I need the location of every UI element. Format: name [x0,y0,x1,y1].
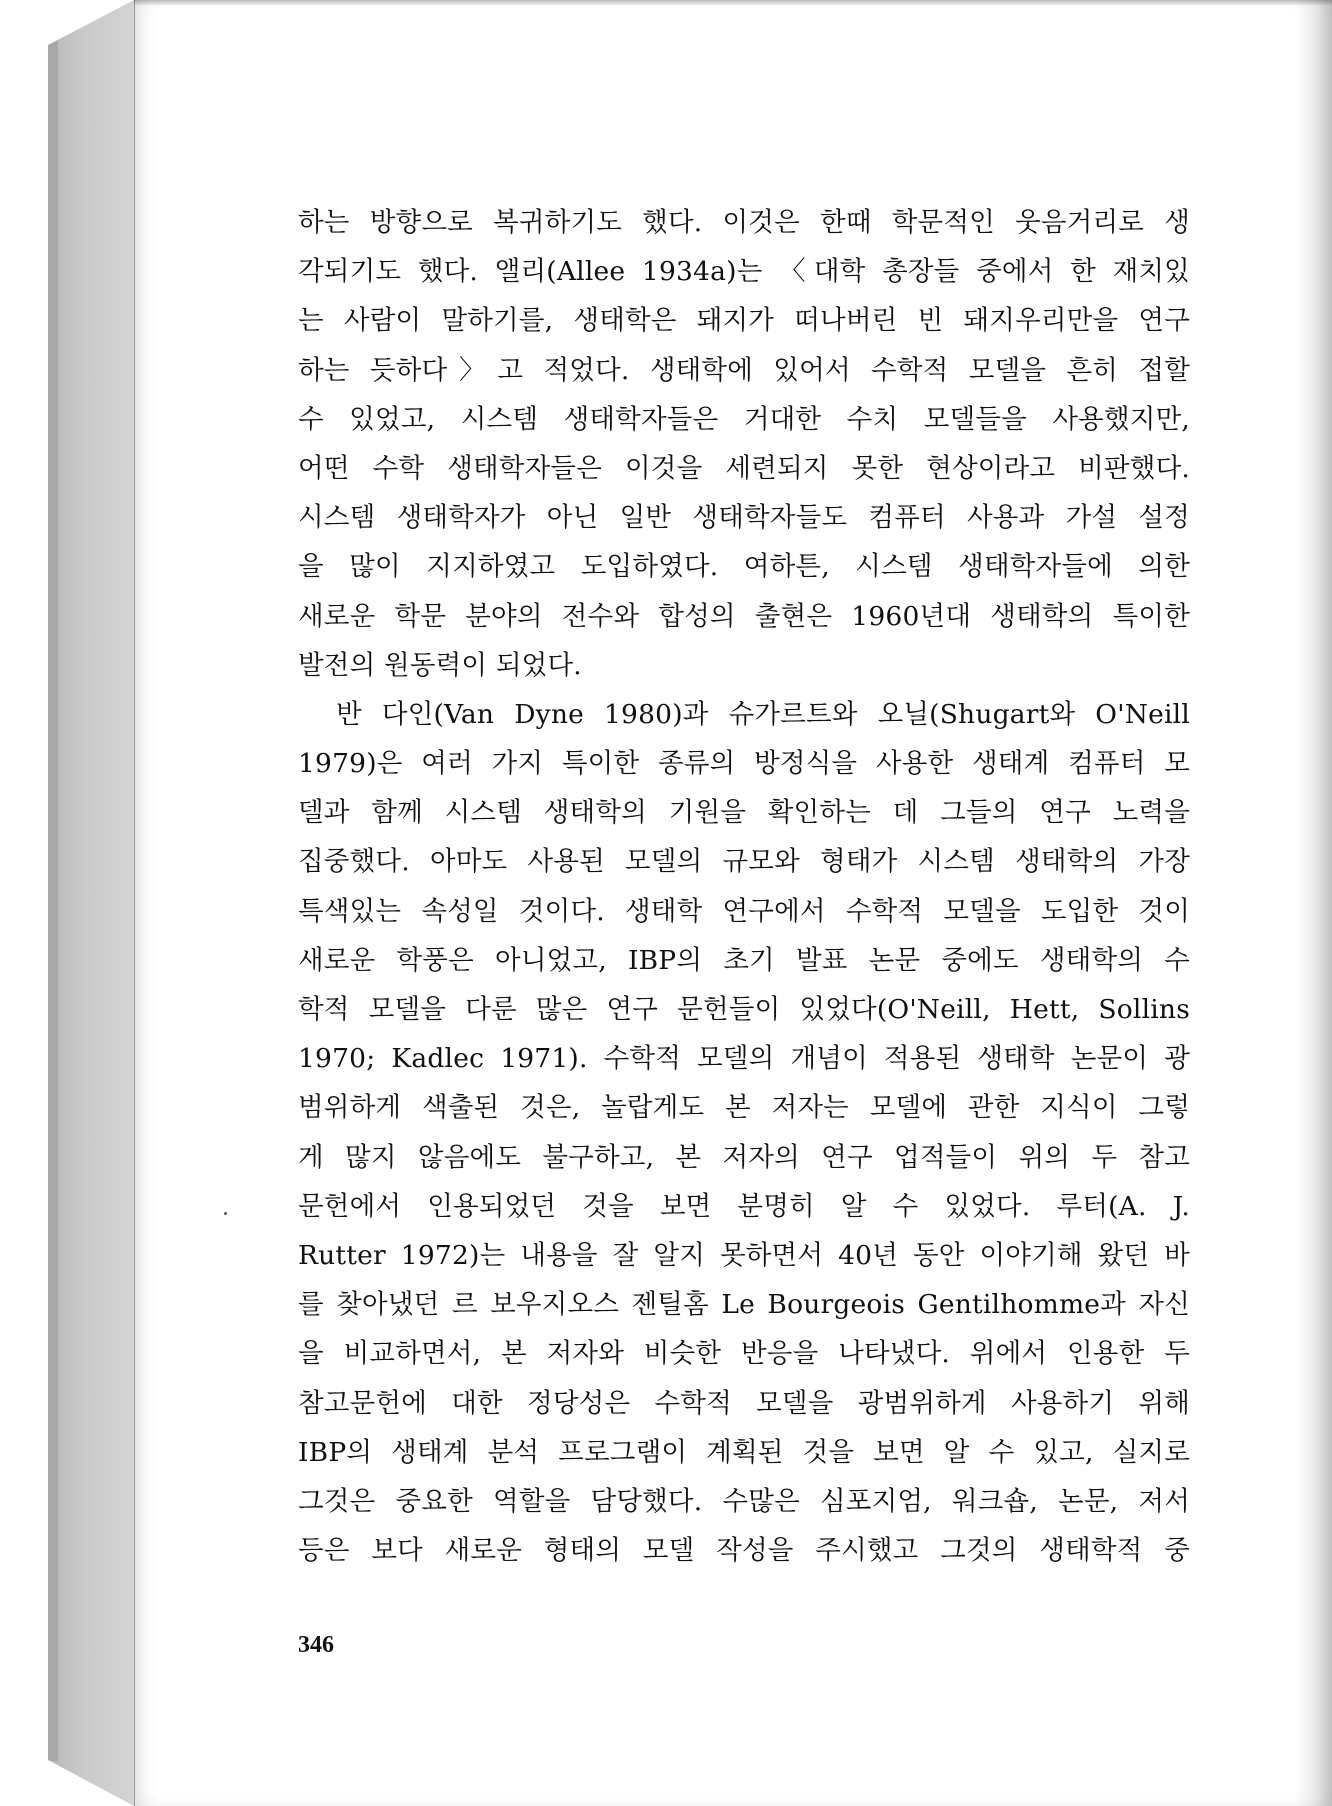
text-line: 참고문헌에 대한 정당성은 수학적 모델을 광범위하게 사용하기 위해 [298,1387,1190,1419]
body-text [298,198,1190,1575]
text-line: 새로운 학문 분야의 전수와 합성의 출현은 1960년대 생태학의 특이한 [298,600,1190,632]
text-line: 각되기도 했다. 앨리(Allee 1934a)는 〈대학 총장들 중에서 한 재치있 [298,256,1190,288]
text-line: 을 많이 지지하였고 도입하였다. 여하튼, 시스템 생태학자들에 의한 [298,551,1190,583]
text-line: 발전의 원동력이 되었다. [298,649,582,681]
text-line: 1970; Kadlec 1971). 수학적 모델의 개념이 적용된 생태학 논문이 광 [298,1043,1190,1075]
text-line: Rutter 1972)는 내용을 잘 알지 못하면서 40년 동안 이야기해 왔던 바 [298,1239,1190,1271]
text-line: 하는 듯하다〉고 적었다. 생태학에 있어서 수학적 모델을 흔히 접할 [298,354,1190,386]
text-line: 을 비교하면서, 본 저자와 비슷한 반응을 나타냈다. 위에서 인용한 두 [298,1338,1190,1370]
text-line: 어떤 수학 생태학자들은 이것을 세련되지 못한 현상이라고 비판했다. [298,452,1190,484]
text-line: 하는 방향으로 복귀하기도 했다. 이것은 한때 학문적인 웃음거리로 생 [298,207,1190,238]
text-line: 집중했다. 아마도 사용된 모델의 규모와 형태가 시스템 생태학의 가장 [298,846,1190,878]
text-line: 특색있는 속성일 것이다. 생태학 연구에서 수학적 모델을 도입한 것이 [298,895,1190,927]
page-right-shadow [1293,0,1332,1806]
text-line: 반 다인(Van Dyne 1980)과 슈가르트와 오닐(Shugart와 O'Neill [298,698,1190,730]
text-line: 델과 함께 시스템 생태학의 기원을 확인하는 데 그들의 연구 노력을 [298,797,1190,829]
text-line: 새로운 학풍은 아니었고, IBP의 초기 발표 논문 중에도 생태학의 수 [298,944,1190,976]
text-line: 수 있었고, 시스템 생태학자들은 거대한 수치 모델들을 사용했지만, [298,403,1190,435]
page-number: 346 [298,1632,334,1658]
text-line: 는 사람이 말하기를, 생태학은 돼지가 떠나버린 빈 돼지우리만을 연구 [298,305,1190,337]
book-page-edge [48,0,134,1806]
text-line: 범위하게 색출된 것은, 놀랍게도 본 저자는 모델에 관한 지식이 그렇 [298,1092,1190,1124]
text-line: 등은 보다 새로운 형태의 모델 작성을 주시했고 그것의 생태학적 중 [298,1535,1190,1567]
text-line: 시스템 생태학자가 아닌 일반 생태학자들도 컴퓨터 사용과 가설 설정 [298,502,1190,534]
book-edge-shade [48,0,58,1806]
text-line: 1979)은 여러 가지 특이한 종류의 방정식을 사용한 생태계 컴퓨터 모 [298,748,1190,780]
text-line: 를 찾아냈던 르 보우지오스 젠틸홈 Le Bourgeois Gentilhomme과 자신 [298,1289,1190,1321]
text-line: 문헌에서 인용되었던 것을 보면 분명히 알 수 있었다. 루터(A. J. [298,1190,1190,1222]
text-line: 학적 모델을 다룬 많은 연구 문헌들이 있었다(O'Neill, Hett, Sollins [298,994,1190,1025]
margin-mark [224,1212,227,1215]
text-line: 그것은 중요한 역할을 담당했다. 수많은 심포지엄, 워크숍, 논문, 저서 [298,1485,1190,1517]
text-line: IBP의 생태계 분석 프로그램이 계획된 것을 보면 알 수 있고, 실지로 [298,1436,1190,1468]
text-line: 게 많지 않음에도 불구하고, 본 저자의 연구 업적들이 위의 두 참고 [298,1141,1190,1173]
page-top-shadow [134,0,1332,6]
